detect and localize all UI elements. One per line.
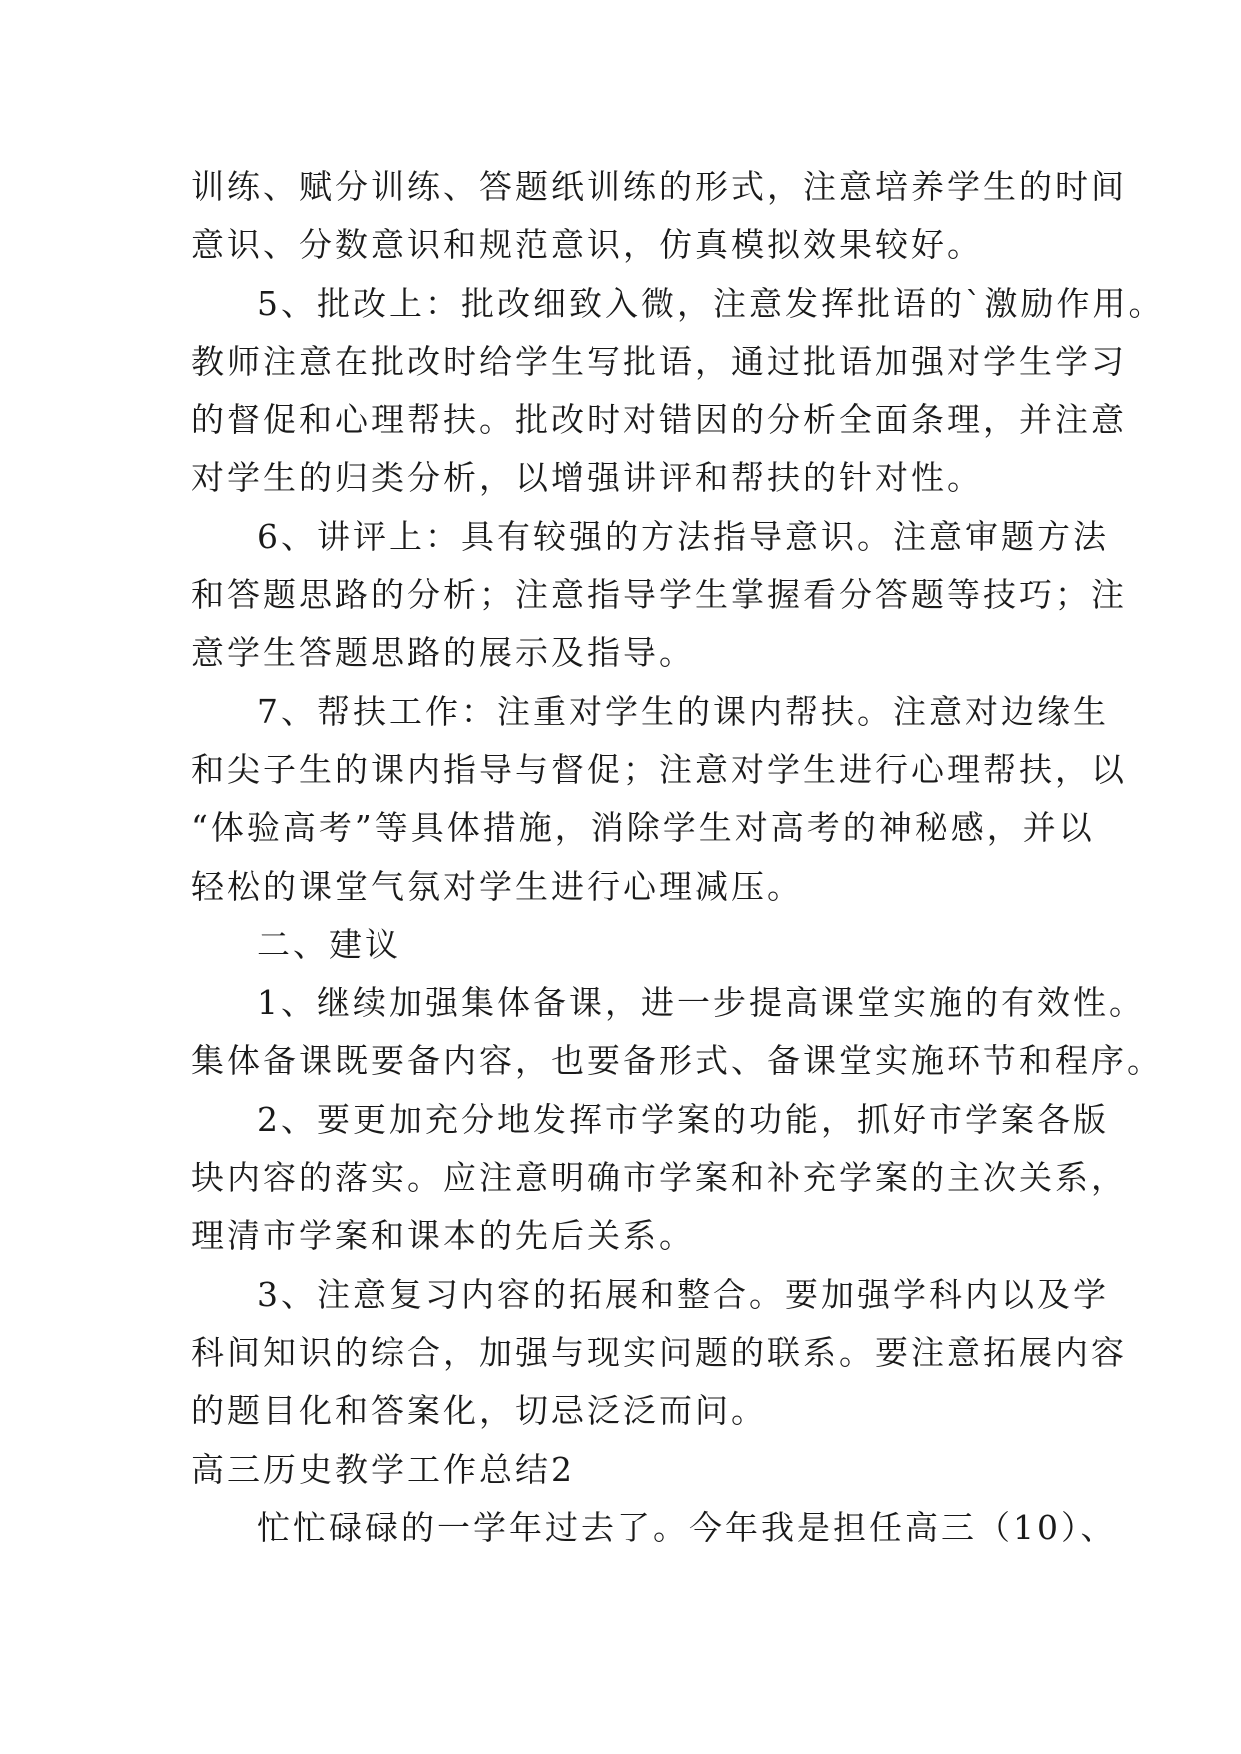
paragraph-line: 的督促和心理帮扶。批改时对错因的分析全面条理，并注意 [191, 400, 1127, 440]
section-heading: 二、建议 [257, 924, 401, 964]
paragraph-line: 7、帮扶工作：注重对学生的课内帮扶。注意对边缘生 [257, 691, 1109, 731]
paragraph-line: 教师注意在批改时给学生写批语，通过批语加强对学生学习 [191, 341, 1127, 381]
paragraph-line: 1、继续加强集体备课，进一步提高课堂实施的有效性。 [257, 983, 1145, 1023]
paragraph-line: 集体备课既要备内容，也要备形式、备课堂实施环节和程序。 [191, 1041, 1163, 1081]
paragraph-line: 忙忙碌碌的一学年过去了。今年我是担任高三（10）、 [257, 1507, 1117, 1547]
paragraph-line: 2、要更加充分地发挥市学案的功能，抓好市学案各版 [257, 1099, 1109, 1139]
paragraph-line: “体验高考”等具体措施，消除学生对高考的神秘感，并以 [191, 808, 1095, 848]
paragraph-line: 3、注意复习内容的拓展和整合。要加强学科内以及学 [257, 1274, 1109, 1314]
paragraph-line: 6、讲评上：具有较强的方法指导意识。注意审题方法 [257, 516, 1109, 556]
paragraph-line: 5、批改上：批改细致入微，注意发挥批语的`激励作用。 [257, 283, 1165, 323]
paragraph-line: 意学生答题思路的展示及指导。 [191, 633, 695, 673]
paragraph-line: 的题目化和答案化，切忌泛泛而问。 [191, 1391, 767, 1431]
paragraph-line: 意识、分数意识和规范意识，仿真模拟效果较好。 [191, 225, 983, 265]
paragraph-line: 理清市学案和课本的先后关系。 [191, 1216, 695, 1256]
document-body [191, 158, 1165, 1557]
paragraph-line: 和答题思路的分析；注意指导学生掌握看分答题等技巧；注 [191, 575, 1127, 615]
paragraph-line: 和尖子生的课内指导与督促；注意对学生进行心理帮扶，以 [191, 749, 1127, 789]
paragraph-line: 对学生的归类分析，以增强讲评和帮扶的针对性。 [191, 458, 983, 498]
document-title: 高三历史教学工作总结2 [191, 1449, 575, 1489]
paragraph-line: 块内容的落实。应注意明确市学案和补充学案的主次关系， [191, 1158, 1127, 1198]
paragraph-line: 训练、赋分训练、答题纸训练的形式，注意培养学生的时间 [191, 167, 1127, 206]
paragraph-line: 轻松的课堂气氛对学生进行心理减压。 [191, 866, 803, 906]
paragraph-line: 科间知识的综合，加强与现实问题的联系。要注意拓展内容 [191, 1332, 1127, 1372]
